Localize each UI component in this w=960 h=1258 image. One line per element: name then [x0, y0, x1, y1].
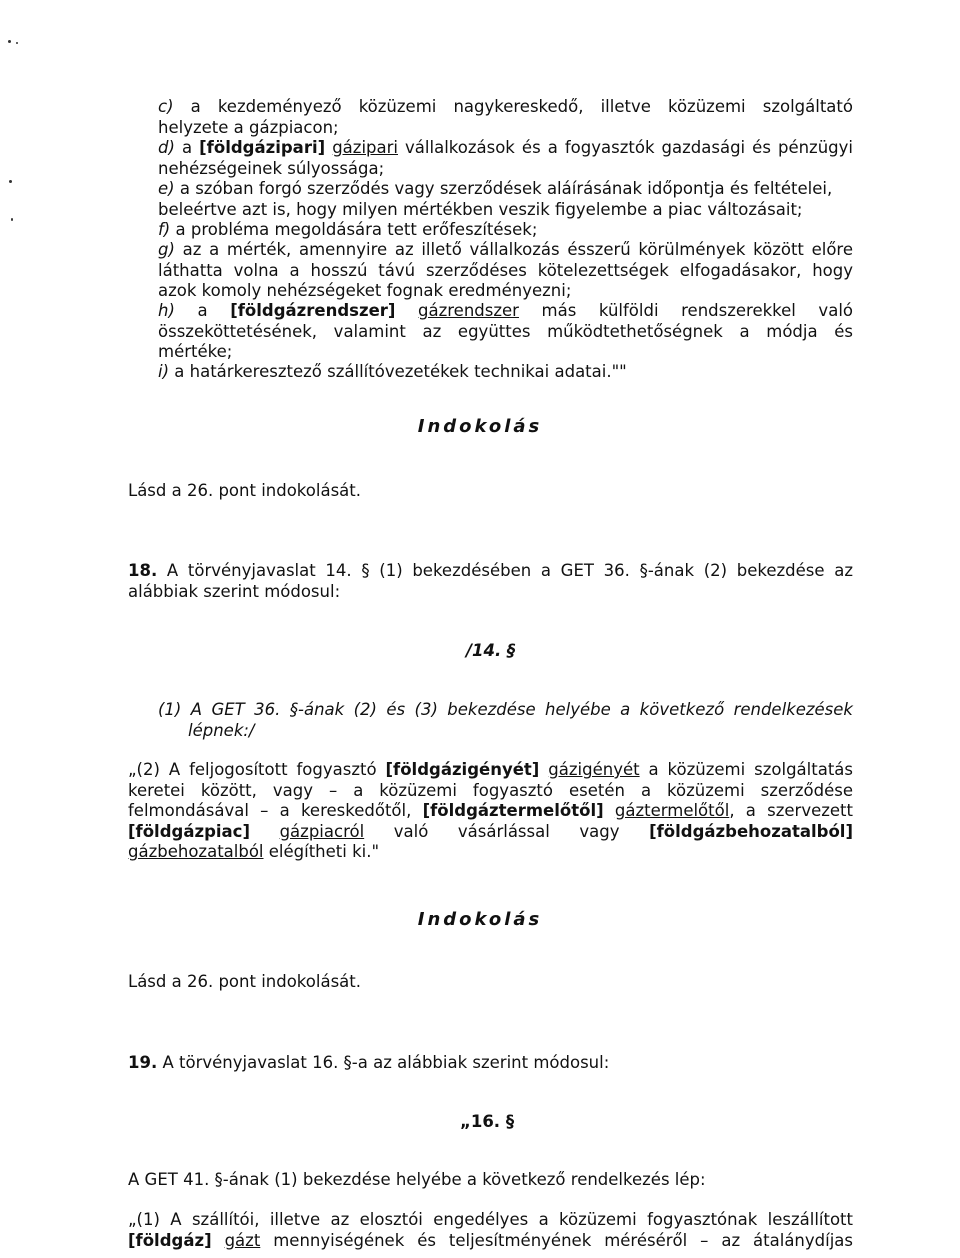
- instruction-line: lépnek:/: [188, 720, 255, 740]
- item-label: d): [158, 138, 175, 157]
- quote-text: való vásárlással vagy: [364, 821, 650, 841]
- struck-term: [földgázpiac]: [128, 821, 250, 841]
- amendment-instruction: A GET 41. §-ának (1) bekezdése helyébe a következő rendelkezés lép:: [128, 1170, 706, 1189]
- quoted-provision: [128, 1210, 853, 1251]
- quote-text: elégítheti ki.": [263, 842, 380, 862]
- list-item-e: [158, 179, 853, 220]
- item-text: más külföldi rendszerekkel való: [518, 301, 853, 320]
- struck-term: [földgáztermelőtől]: [422, 801, 604, 821]
- item-text: helyzete a gázpiacon;: [158, 117, 339, 137]
- inserted-term: gázt: [224, 1230, 261, 1250]
- struck-term: [földgázigényét]: [385, 760, 540, 779]
- quote-text: mennyiségének és teljesítményének méréséről – az átalánydíjas: [260, 1230, 854, 1250]
- amendment-number: 19.: [128, 1053, 158, 1072]
- inserted-term: gázigényét: [548, 760, 640, 779]
- item-text: mértéke;: [158, 342, 233, 362]
- amendment-18: [128, 561, 853, 602]
- amendment-text: A törvényjavaslat 14. § (1) bekezdésében a GET 36. §-ának (2) bekezdése az: [157, 561, 853, 580]
- inserted-term: gáztermelőtől: [614, 801, 730, 821]
- item-text: a kezdeményező közüzemi nagykereskedő, illetve közüzemi szolgáltató: [190, 97, 853, 116]
- amendment-number: 18.: [128, 561, 158, 580]
- list-item-d: [158, 138, 853, 179]
- item-text: nehézségeinek súlyossága;: [158, 158, 385, 178]
- struck-term: [földgázrendszer]: [230, 301, 396, 320]
- item-label: g): [158, 240, 175, 259]
- reasoning-reference: Lásd a 26. pont indokolását.: [128, 481, 361, 500]
- quote-text: „(1) A szállítói, illetve az elosztói engedélyes a közüzemi fogyasztónak leszállított: [128, 1210, 853, 1229]
- struck-term: [földgázipari]: [199, 138, 326, 157]
- struck-term: [földgázbehozatalból]: [649, 821, 853, 841]
- list-item-i: [158, 362, 853, 383]
- item-text: azok komoly nehézségeket fognak eredményezni;: [158, 281, 572, 301]
- amendment-19: [128, 1053, 853, 1074]
- scan-speck: [9, 180, 12, 183]
- amendment-text: A törvényjavaslat 16. §-a az alábbiak szerint módosul:: [157, 1053, 610, 1072]
- quote-text: a közüzemi szolgáltatás: [639, 760, 854, 779]
- scan-speck: [8, 40, 11, 43]
- item-text: a: [174, 138, 200, 157]
- reasoning-reference: Lásd a 26. pont indokolását.: [128, 972, 361, 991]
- paragraph-reference: /14. §: [466, 641, 516, 660]
- item-label: c): [158, 97, 174, 116]
- struck-term: [földgáz]: [128, 1230, 212, 1250]
- inserted-term: gázrendszer: [418, 301, 519, 320]
- inserted-term: gázipari: [332, 138, 398, 157]
- amendment-text: alábbiak szerint módosul:: [128, 581, 341, 601]
- scan-speck: [16, 42, 18, 44]
- list-item-h: [158, 301, 853, 363]
- item-text: láthatta volna a hosszú távú szerződéses kötelezettségek elfogadásakor, hogy: [158, 260, 853, 280]
- item-text: az a mérték, amennyire az illető vállalkozás ésszerű körülmények között előre: [174, 240, 853, 259]
- item-label: f): [158, 220, 171, 239]
- paragraph-reference: „16. §: [460, 1112, 515, 1131]
- section-heading: Indokolás: [417, 909, 543, 930]
- item-label: e): [158, 179, 175, 198]
- list-item-c: [158, 97, 853, 138]
- item-text: a: [174, 301, 231, 320]
- item-text: a szóban forgó szerződés vagy szerződések aláírásának időpontja és feltételei,: [174, 179, 833, 198]
- item-text: vállalkozások és a fogyasztók gazdasági és pénzügyi: [398, 138, 854, 157]
- list-item-g: [158, 240, 853, 302]
- list-item-f: [158, 220, 853, 241]
- inserted-term: gázbehozatalból: [128, 842, 264, 862]
- item-text: beleértve azt is, hogy milyen mértékben veszik figyelembe a piac változásait;: [158, 199, 803, 219]
- quote-text: „(2) A feljogosított fogyasztó: [128, 760, 386, 779]
- section-heading: Indokolás: [417, 416, 543, 437]
- quote-text: keretei között, vagy – a közüzemi fogyasztó esetén a közüzemi szerződése: [128, 780, 853, 800]
- item-text: összeköttetésének, valamint az együttes működtethetőségnek a módja és: [158, 321, 853, 341]
- instruction-line: (1) A GET 36. §-ának (2) és (3) bekezdése helyébe a következő rendelkezések: [158, 700, 853, 719]
- scan-speck: [11, 218, 13, 221]
- quote-text: , a szervezett: [729, 801, 853, 821]
- quote-text: felmondásával – a kereskedőtől,: [128, 801, 423, 821]
- item-label: h): [158, 301, 175, 320]
- inserted-term: gázpiacról: [279, 821, 365, 841]
- item-label: i): [158, 362, 170, 381]
- item-text: a probléma megoldására tett erőfeszítések;: [170, 220, 538, 239]
- amendment-instruction: [158, 700, 853, 741]
- quoted-provision: [128, 760, 853, 863]
- item-text: a határkeresztező szállítóvezetékek technikai adatai."": [169, 362, 627, 381]
